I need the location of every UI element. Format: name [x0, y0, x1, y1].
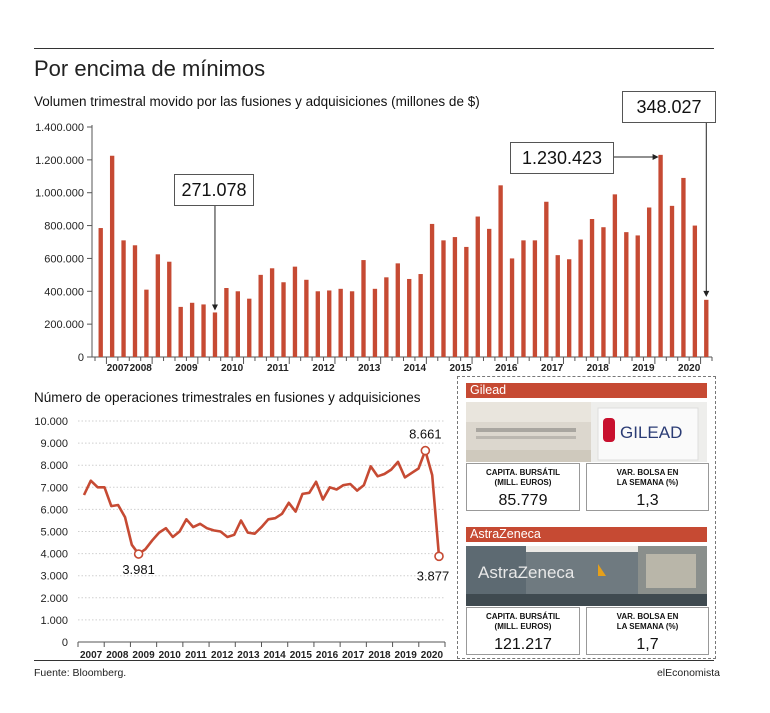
page-title: Por encima de mínimos: [34, 56, 266, 81]
line-year-label: 2009: [132, 650, 155, 661]
bar-ytick-label: 1.400.000: [35, 122, 84, 134]
line-year-label: 2016: [315, 650, 339, 661]
astrazeneca-market-cap-value: 121.217: [494, 636, 552, 653]
bar: [601, 227, 605, 357]
astrazeneca-weekly-change: [586, 607, 709, 655]
line-series: [84, 451, 439, 557]
line-ytick-label: 3.000: [40, 570, 68, 583]
bar-year-label: 2016: [495, 363, 518, 374]
line-ytick-label: 2.000: [40, 592, 68, 605]
bar: [704, 300, 708, 357]
bar-ytick-label: 0: [77, 352, 84, 364]
bar: [464, 247, 468, 357]
gilead-market-cap: [466, 463, 580, 511]
line-year-label: 2019: [394, 650, 417, 661]
gilead-market-cap-label: CAPITA. BURSÁTIL (MILL. EUROS): [485, 468, 561, 487]
line-year-label: 2010: [158, 650, 181, 661]
bar: [590, 219, 594, 357]
line-annotation-marker: [435, 552, 443, 560]
astrazeneca-photo-icon: [466, 546, 707, 606]
line-year-label: 2020: [420, 650, 444, 661]
line-annotation-label: 3.981: [122, 562, 155, 578]
bar-year-label: 2014: [403, 363, 427, 374]
svg-text:AstraZeneca: AstraZeneca: [478, 563, 575, 582]
gilead-market-cap-value: 85.779: [498, 492, 548, 509]
line-year-label: 2017: [342, 650, 365, 661]
gilead-building-image: [466, 402, 707, 462]
company-header-gilead: Gilead: [466, 383, 707, 398]
bar: [647, 208, 651, 358]
line-ytick-label: 4.000: [40, 548, 68, 561]
bar-callout-min: 271.078: [174, 174, 254, 206]
bar-year-label: 2017: [540, 363, 564, 374]
line-year-label: 2014: [263, 650, 286, 661]
svg-text:GILEAD: GILEAD: [620, 423, 683, 442]
bar: [658, 155, 662, 357]
line-year-label: 2011: [185, 650, 207, 661]
line-year-label: 2007: [79, 650, 103, 661]
line-year-label: 2012: [211, 650, 234, 661]
bar: [624, 232, 628, 357]
bar-ytick-label: 1.200.000: [35, 154, 84, 167]
source-note: Fuente: Bloomberg.: [34, 667, 127, 679]
bar-callout-max-arrow: [653, 154, 659, 160]
bar-year-label: 2020: [678, 363, 701, 374]
bar: [510, 258, 514, 357]
astrazeneca-weekly-change-value: 1,7: [636, 636, 659, 653]
line-year-label: 2015: [289, 650, 312, 661]
bar-ytick-label: 1.000.000: [35, 187, 84, 200]
bar-year-label: 2012: [312, 363, 335, 374]
line-ytick-label: 10.000: [34, 416, 68, 428]
bar: [487, 229, 491, 357]
astrazeneca-market-cap: [466, 607, 580, 655]
bar: [578, 240, 582, 357]
line-annotation-label: 3.877: [416, 568, 450, 584]
bar-ytick-label: 600.000: [44, 253, 84, 266]
bar-year-label: 2018: [586, 363, 609, 374]
bar-callout-last: 348.027: [622, 91, 716, 123]
line-year-label: 2008: [106, 650, 129, 661]
astrazeneca-building-image: [466, 546, 707, 606]
bar: [693, 226, 697, 357]
company-panel: [457, 376, 716, 659]
bar-year-label: 2010: [220, 363, 244, 374]
line-year-label: 2018: [368, 650, 391, 661]
line-ytick-label: 9.000: [40, 438, 68, 451]
bar-year-label: 2019: [632, 363, 655, 374]
line-year-label: 2013: [237, 650, 260, 661]
company-astrazeneca: [466, 527, 707, 606]
bar: [567, 259, 571, 357]
bar: [613, 194, 617, 357]
bar: [498, 185, 502, 357]
gilead-weekly-change: [586, 463, 709, 511]
line-ytick-label: 7.000: [40, 482, 68, 495]
gilead-photo-icon: [466, 402, 707, 462]
bar: [544, 202, 548, 357]
line-annotation-marker: [135, 550, 143, 558]
line-ytick-label: 5.000: [40, 526, 68, 539]
line-ytick-label: 0: [61, 637, 68, 649]
line-chart-title: Número de operaciones trimestrales en fusiones y adquisiciones: [34, 390, 421, 405]
line-annotation-label: 8.661: [409, 426, 442, 442]
gilead-weekly-change-label: VAR. BOLSA EN LA SEMANA (%): [616, 468, 679, 487]
bar-year-label: 2009: [175, 363, 198, 374]
bar-year-label: 2011: [266, 363, 289, 374]
astrazeneca-weekly-change-label: VAR. BOLSA EN LA SEMANA (%): [616, 612, 679, 631]
bar-ytick-label: 400.000: [44, 286, 84, 299]
bottom-rule: [34, 660, 714, 661]
bar-ytick-label: 200.000: [44, 319, 84, 332]
bar-year-label: 2015: [449, 363, 472, 374]
line-annotation-marker: [421, 447, 429, 455]
bar-chart-title: Volumen trimestral movido por las fusiones y adquisiciones (millones de $): [34, 94, 480, 109]
bar: [556, 255, 560, 357]
bar-callout-last-arrow: [703, 291, 709, 297]
bar: [670, 206, 674, 357]
bar-year-label: 2008: [129, 363, 152, 374]
bar: [636, 235, 640, 357]
bar: [476, 217, 480, 357]
bar-year-label: 2013: [358, 363, 381, 374]
brand-label: elEconomista: [656, 667, 720, 679]
bar-callout-max: 1.230.423: [510, 142, 614, 174]
company-header-astrazeneca: AstraZeneca: [466, 527, 707, 542]
bar: [533, 240, 537, 357]
bar-ytick-label: 800.000: [44, 220, 84, 233]
line-ytick-label: 8.000: [40, 460, 68, 473]
gilead-weekly-change-value: 1,3: [636, 492, 659, 509]
line-ytick-label: 6.000: [40, 504, 68, 517]
company-gilead: [466, 383, 707, 462]
astrazeneca-market-cap-label: CAPITA. BURSÁTIL (MILL. EUROS): [485, 612, 561, 631]
bar: [681, 178, 685, 357]
line-ytick-label: 1.000: [40, 614, 68, 627]
bar-year-label: 2007: [106, 363, 129, 374]
bar: [521, 240, 525, 357]
